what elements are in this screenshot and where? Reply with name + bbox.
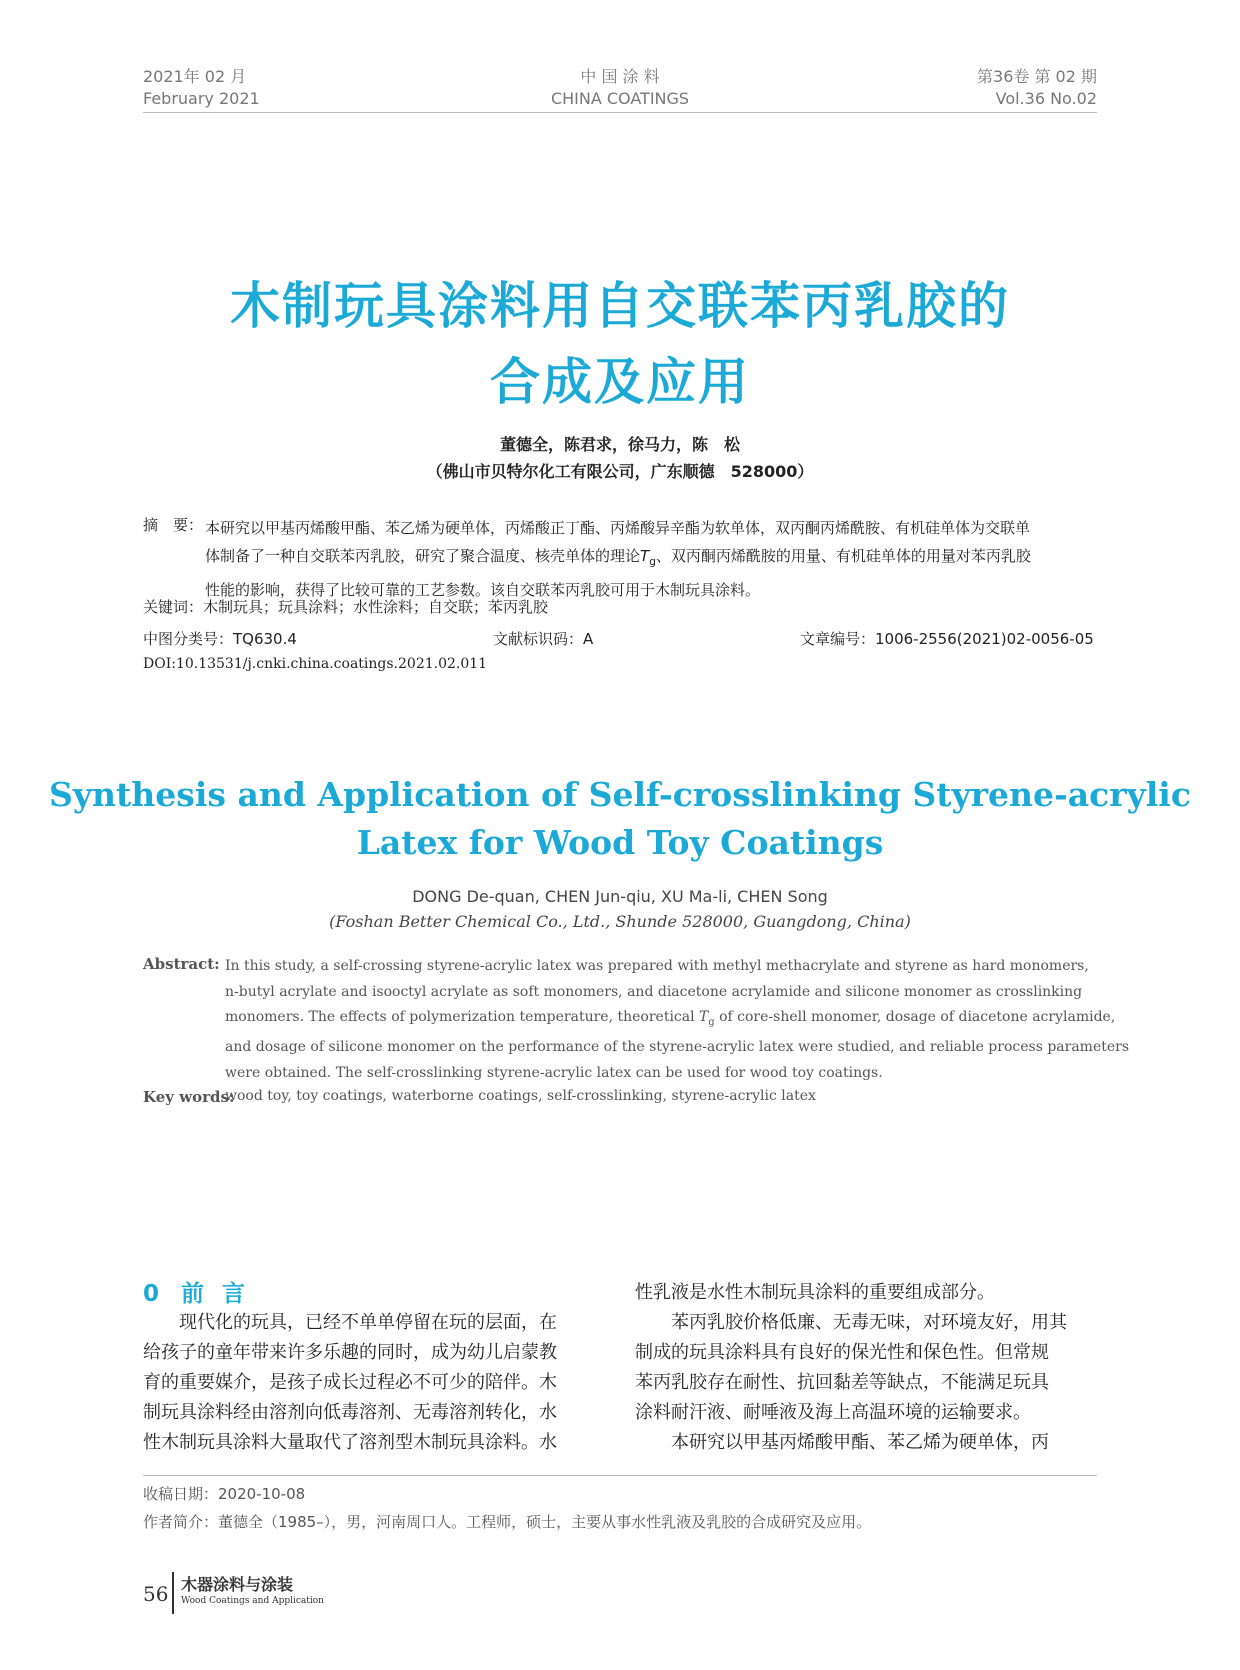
section-heading-introduction: 0 前 言	[143, 1281, 246, 1307]
body-line: 本研究以甲基丙烯酸甲酯、苯乙烯为硬单体，丙	[635, 1432, 1049, 1453]
abstract-en-label: Abstract:	[143, 955, 220, 973]
body-line: 现代化的玩具，已经不单单停留在玩的层面，在	[143, 1312, 557, 1333]
body-column-left	[143, 1308, 605, 1458]
authors-en: DONG De-quan, CHEN Jun-qiu, XU Ma-li, CHEN Song	[412, 887, 828, 906]
body-line: 苯丙乳胶价格低廉、无毒无味，对环境友好，用其	[635, 1312, 1067, 1333]
abstract-en-line: were obtained. The self-crosslinking styrene-acrylic latex can be used for wood toy coatings.	[225, 1064, 883, 1081]
title-en-line1: Synthesis and Application of Self-crosslinking Styrene-acrylic	[49, 775, 1191, 814]
header-divider	[143, 112, 1097, 113]
abstract-en-line: In this study, a self-crossing styrene-acrylic latex was prepared with methyl methacrylate and styrene as hard monomers,	[225, 958, 1089, 974]
abstract-cn-line: 性能的影响，获得了比较可靠的工艺参数。该自交联苯丙乳胶可用于木制玩具涂料。	[205, 581, 761, 599]
keywords-en: wood toy, toy coatings, waterborne coatings, self-crosslinking, styrene-acrylic latex	[225, 1088, 816, 1104]
classification-number: 中图分类号：TQ630.4	[143, 630, 297, 648]
abstract-cn-line: 本研究以甲基丙烯酸甲酯、苯乙烯为硬单体，丙烯酸正丁酯、丙烯酸异辛酯为软单体，双丙酮丙烯酰胺、有机硅单体为交联单	[205, 519, 1031, 537]
volume-en: Vol.36 No.02	[995, 89, 1097, 108]
journal-name-en: CHINA COATINGS	[550, 89, 690, 108]
volume-cn: 第36卷 第 02 期	[977, 67, 1097, 86]
body-column-right	[635, 1278, 1097, 1458]
abstract-en-line: monomers. The effects of polymerization temperature, theoretical $T_g$ of core-shell monomer, dosage of diacetone acrylamide,	[225, 1009, 1116, 1028]
article-number: 文章编号：1006-2556(2021)02-0056-05	[800, 630, 1094, 648]
footnote-divider	[143, 1475, 1097, 1476]
body-line: 制成的玩具涂料具有良好的保光性和保色性。但常规	[635, 1342, 1049, 1363]
doi[interactable]: DOI:10.13531/j.cnki.china.coatings.2021.02.011	[143, 656, 488, 672]
keywords-cn: 关键词：木制玩具；玩具涂料；水性涂料；自交联；苯丙乳胶	[143, 598, 549, 616]
abstract-en-line: and dosage of silicone monomer on the performance of the styrene-acrylic latex were studied, and reliable process parameters	[225, 1039, 1130, 1056]
page-number: 56	[143, 1582, 169, 1606]
abstract-cn-line: 体制备了一种自交联苯丙乳胶，研究了聚合温度、核壳单体的理论$T_g$、双丙酮丙烯酰胺的用量、有机硅单体的用量对苯丙乳胶	[205, 547, 1031, 568]
received-date: 收稿日期：2020-10-08	[143, 1485, 306, 1503]
document-code: 文献标识码：A	[493, 630, 594, 648]
issue-date-en: February 2021	[143, 89, 260, 108]
body-line: 涂料耐汗液、耐唾液及海上高温环境的运输要求。	[635, 1402, 1031, 1423]
abstract-cn-body	[205, 514, 1098, 604]
affiliation-en: (Foshan Better Chemical Co., Ltd., Shunde 528000, Guangdong, China)	[329, 912, 911, 931]
body-line: 给孩子的童年带来许多乐趣的同时，成为幼儿启蒙教	[143, 1342, 557, 1363]
footer-journal-en: Wood Coatings and Application	[181, 1596, 324, 1606]
body-line: 育的重要媒介，是孩子成长过程必不可少的陪伴。木	[143, 1372, 557, 1393]
abstract-en-body	[225, 954, 1130, 1086]
keywords-en-label: Key words:	[143, 1088, 235, 1106]
author-bio: 作者简介：董德全（1985–），男，河南周口人。工程师，硕士，主要从事水性乳液及乳胶的合成研究及应用。	[143, 1513, 872, 1531]
body-line: 制玩具涂料经由溶剂向低毒溶剂、无毒溶剂转化，水	[143, 1402, 557, 1423]
title-en-line2: Latex for Wood Toy Coatings	[356, 823, 884, 862]
abstract-en-line: n-butyl acrylate and isooctyl acrylate as soft monomers, and diacetone acrylamide and silicone monomer as crosslinking	[225, 983, 1083, 1000]
authors-cn: 董德全，陈君求，徐马力，陈 松	[499, 435, 740, 454]
body-line: 性乳液是水性木制玩具涂料的重要组成部分。	[635, 1282, 995, 1303]
affiliation-cn: （佛山市贝特尔化工有限公司，广东顺德 528000）	[426, 462, 814, 481]
body-line: 性木制玩具涂料大量取代了溶剂型木制玩具涂料。水	[143, 1432, 557, 1453]
running-header-right	[977, 66, 1097, 110]
tg-symbol: T	[699, 1009, 709, 1025]
footer-journal-cn: 木器涂料与涂装	[181, 1575, 294, 1594]
body-line: 苯丙乳胶存在耐性、抗回黏差等缺点，不能满足玩具	[635, 1372, 1049, 1393]
title-cn-line2: 合成及应用	[490, 353, 750, 411]
journal-name-cn: 中 国 涂 料	[580, 67, 660, 86]
abstract-cn-label: 摘 要：	[143, 516, 204, 534]
tg-symbol: T	[640, 547, 650, 565]
title-cn-line1: 木制玩具涂料用自交联苯丙乳胶的	[230, 277, 1010, 335]
footer-divider	[172, 1572, 174, 1614]
issue-date-cn: 2021年 02 月	[143, 67, 247, 86]
